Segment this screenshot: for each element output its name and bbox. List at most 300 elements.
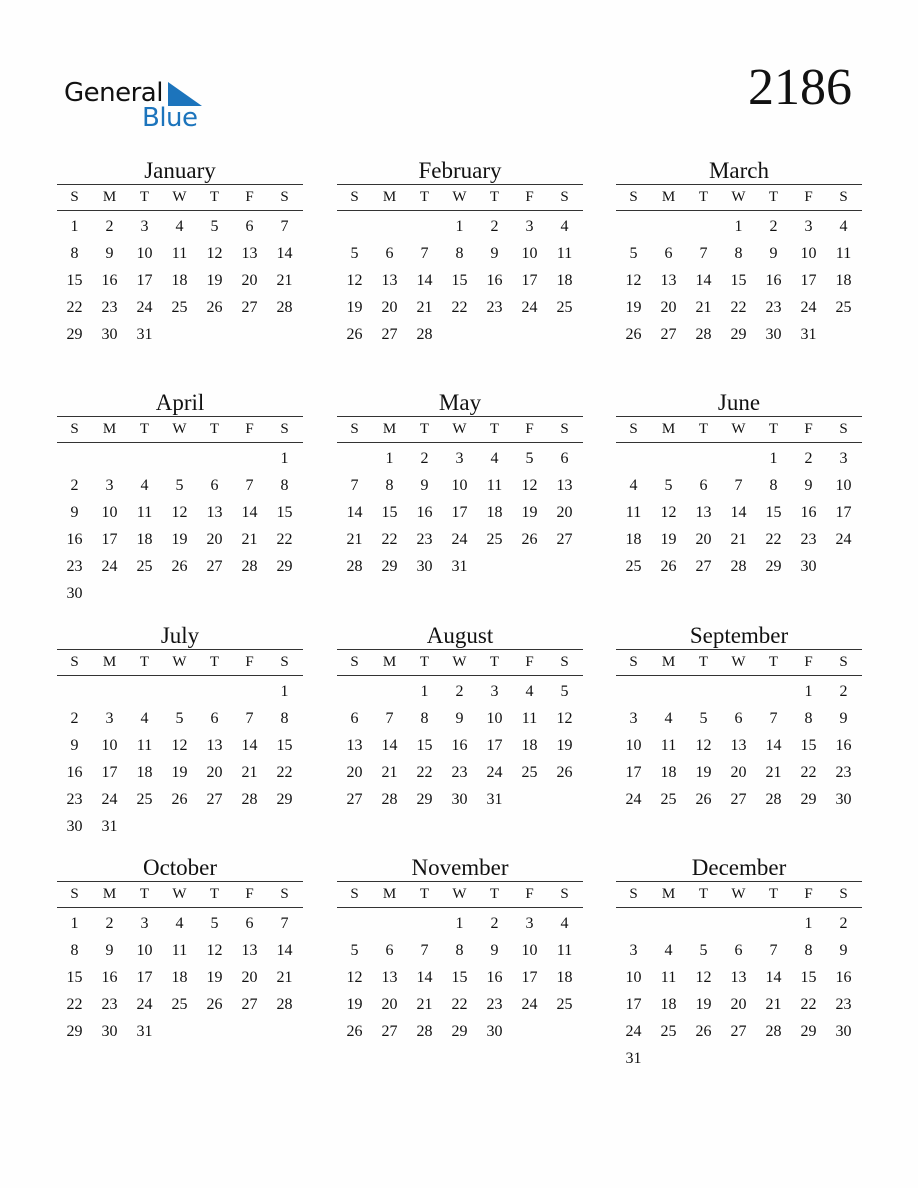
day-cell: 3 — [140, 218, 149, 235]
day-cell: 4 — [140, 477, 149, 494]
day-cell: 27 — [381, 1023, 398, 1040]
empty-day-cell — [92, 445, 127, 472]
day-cell: 16 — [486, 272, 503, 289]
day-cell: 22 — [451, 996, 468, 1013]
weekday-header — [57, 416, 303, 443]
weekday-label: T — [209, 654, 220, 670]
day-cell: 13 — [695, 504, 712, 521]
day-grid — [57, 445, 303, 607]
weekday-label: W — [452, 421, 467, 437]
day-cell: 28 — [241, 791, 258, 808]
empty-day-cell — [756, 910, 791, 937]
month-june — [616, 390, 862, 580]
day-cell: 17 — [835, 504, 852, 521]
weekday-label: M — [661, 421, 676, 437]
month-november — [337, 855, 583, 1045]
empty-day-cell — [651, 213, 686, 240]
day-cell: 4 — [140, 710, 149, 727]
weekday-label: M — [102, 421, 117, 437]
day-cell: 25 — [625, 558, 642, 575]
empty-day-cell — [162, 445, 197, 472]
day-cell: 7 — [734, 477, 743, 494]
day-cell: 29 — [416, 791, 433, 808]
day-cell: 6 — [350, 710, 359, 727]
weekday-label: T — [698, 886, 709, 902]
day-cell: 17 — [800, 272, 817, 289]
weekday-label: T — [139, 886, 150, 902]
day-cell: 11 — [521, 710, 538, 727]
day-cell: 8 — [280, 477, 289, 494]
day-cell: 27 — [730, 1023, 747, 1040]
day-cell: 10 — [136, 942, 153, 959]
weekday-label: F — [245, 421, 254, 437]
month-title: November — [411, 855, 509, 880]
day-cell: 25 — [486, 531, 503, 548]
day-cell: 21 — [416, 996, 433, 1013]
weekday-header — [57, 649, 303, 676]
day-cell: 14 — [416, 272, 433, 289]
weekday-label: F — [245, 886, 254, 902]
month-title: March — [708, 158, 770, 183]
day-cell: 23 — [101, 996, 118, 1013]
day-cell: 4 — [839, 218, 848, 235]
day-cell: 5 — [525, 450, 534, 467]
day-cell: 16 — [835, 737, 852, 754]
day-cell: 8 — [734, 245, 743, 262]
day-cell: 17 — [486, 737, 503, 754]
day-grid — [616, 910, 862, 1072]
day-cell: 20 — [660, 299, 677, 316]
day-cell: 8 — [280, 710, 289, 727]
day-cell: 2 — [769, 218, 778, 235]
day-grid — [337, 213, 583, 348]
day-cell: 17 — [625, 996, 642, 1013]
day-cell: 15 — [730, 272, 747, 289]
weekday-header — [337, 416, 583, 443]
day-cell: 2 — [105, 915, 114, 932]
day-grid — [616, 213, 862, 348]
day-cell: 30 — [66, 585, 83, 602]
day-cell: 15 — [66, 272, 83, 289]
day-cell: 16 — [66, 764, 83, 781]
day-cell: 28 — [695, 326, 712, 343]
weekday-label: W — [172, 654, 187, 670]
empty-day-cell — [337, 678, 372, 705]
day-cell: 10 — [486, 710, 503, 727]
weekday-label: T — [698, 654, 709, 670]
day-cell: 26 — [171, 791, 188, 808]
day-cell: 14 — [730, 504, 747, 521]
day-cell: 28 — [276, 996, 293, 1013]
day-cell: 24 — [136, 299, 153, 316]
day-cell: 4 — [175, 915, 184, 932]
day-cell: 7 — [420, 942, 429, 959]
day-cell: 11 — [660, 969, 677, 986]
empty-day-cell — [756, 678, 791, 705]
day-cell: 22 — [800, 996, 817, 1013]
day-cell: 4 — [629, 477, 638, 494]
day-cell: 5 — [560, 683, 569, 700]
weekday-label: W — [452, 886, 467, 902]
day-cell: 17 — [451, 504, 468, 521]
day-cell: 13 — [206, 737, 223, 754]
day-cell: 11 — [625, 504, 642, 521]
weekday-label: T — [419, 654, 430, 670]
day-cell: 24 — [835, 531, 852, 548]
day-cell: 14 — [276, 245, 293, 262]
day-cell: 8 — [804, 942, 813, 959]
day-cell: 20 — [241, 272, 258, 289]
weekday-label: F — [245, 189, 254, 205]
day-cell: 18 — [660, 996, 677, 1013]
day-cell: 9 — [769, 245, 778, 262]
weekday-label: S — [70, 421, 79, 437]
day-cell: 6 — [699, 477, 708, 494]
day-cell: 7 — [385, 710, 394, 727]
month-february — [337, 158, 583, 348]
day-cell: 17 — [521, 969, 538, 986]
day-cell: 26 — [346, 326, 363, 343]
day-cell: 15 — [66, 969, 83, 986]
day-cell: 27 — [660, 326, 677, 343]
day-cell: 20 — [381, 299, 398, 316]
day-grid — [337, 910, 583, 1045]
day-cell: 25 — [835, 299, 852, 316]
day-cell: 13 — [381, 969, 398, 986]
day-cell: 5 — [210, 915, 219, 932]
day-cell: 28 — [730, 558, 747, 575]
weekday-label: F — [245, 654, 254, 670]
month-may — [337, 390, 583, 580]
day-cell: 22 — [765, 531, 782, 548]
weekday-header — [337, 184, 583, 211]
day-cell: 25 — [660, 1023, 677, 1040]
day-cell: 20 — [206, 764, 223, 781]
weekday-label: S — [629, 654, 638, 670]
weekday-label: S — [560, 421, 569, 437]
day-cell: 14 — [765, 969, 782, 986]
weekday-label: F — [525, 654, 534, 670]
day-cell: 16 — [66, 531, 83, 548]
day-cell: 5 — [699, 942, 708, 959]
day-cell: 1 — [70, 915, 79, 932]
day-cell: 12 — [171, 737, 188, 754]
day-cell: 21 — [346, 531, 363, 548]
weekday-header — [337, 881, 583, 908]
empty-day-cell — [686, 910, 721, 937]
year-title: 2186 — [748, 59, 852, 116]
weekday-label: S — [350, 654, 359, 670]
day-cell: 13 — [346, 737, 363, 754]
day-cell: 3 — [525, 218, 534, 235]
day-cell: 14 — [765, 737, 782, 754]
day-cell: 23 — [835, 764, 852, 781]
day-cell: 7 — [245, 710, 254, 727]
day-cell: 9 — [490, 245, 499, 262]
weekday-label: T — [768, 421, 779, 437]
weekday-label: M — [102, 189, 117, 205]
day-cell: 8 — [769, 477, 778, 494]
day-cell: 9 — [105, 245, 114, 262]
day-cell: 31 — [136, 326, 153, 343]
day-cell: 14 — [241, 504, 258, 521]
day-cell: 8 — [804, 710, 813, 727]
weekday-label: F — [804, 886, 813, 902]
weekday-label: T — [489, 421, 500, 437]
weekday-header — [57, 184, 303, 211]
weekday-label: T — [139, 421, 150, 437]
day-cell: 29 — [66, 326, 83, 343]
day-cell: 27 — [206, 558, 223, 575]
day-cell: 31 — [451, 558, 468, 575]
day-cell: 26 — [206, 299, 223, 316]
day-cell: 18 — [556, 272, 573, 289]
day-cell: 6 — [210, 710, 219, 727]
day-cell: 2 — [490, 218, 499, 235]
day-cell: 1 — [385, 450, 394, 467]
day-cell: 4 — [525, 683, 534, 700]
day-cell: 19 — [346, 299, 363, 316]
empty-day-cell — [337, 213, 372, 240]
day-cell: 13 — [241, 942, 258, 959]
day-cell: 8 — [70, 942, 79, 959]
day-cell: 1 — [280, 683, 289, 700]
day-cell: 29 — [730, 326, 747, 343]
empty-day-cell — [372, 678, 407, 705]
weekday-label: T — [489, 654, 500, 670]
day-grid — [57, 213, 303, 348]
weekday-header — [616, 416, 862, 443]
day-cell: 22 — [276, 531, 293, 548]
empty-day-cell — [57, 445, 92, 472]
day-cell: 3 — [839, 450, 848, 467]
day-cell: 30 — [486, 1023, 503, 1040]
day-cell: 12 — [206, 942, 223, 959]
day-cell: 14 — [276, 942, 293, 959]
weekday-label: S — [839, 654, 848, 670]
month-april — [57, 390, 303, 607]
day-cell: 16 — [101, 272, 118, 289]
day-cell: 23 — [835, 996, 852, 1013]
weekday-header — [616, 184, 862, 211]
day-cell: 20 — [695, 531, 712, 548]
day-cell: 2 — [105, 218, 114, 235]
day-cell: 7 — [350, 477, 359, 494]
day-cell: 24 — [136, 996, 153, 1013]
day-cell: 17 — [101, 531, 118, 548]
day-cell: 3 — [629, 942, 638, 959]
day-cell: 23 — [66, 558, 83, 575]
day-cell: 7 — [699, 245, 708, 262]
day-cell: 9 — [490, 942, 499, 959]
day-cell: 9 — [455, 710, 464, 727]
day-cell: 7 — [280, 915, 289, 932]
empty-day-cell — [232, 678, 267, 705]
day-cell: 18 — [521, 737, 538, 754]
empty-day-cell — [651, 678, 686, 705]
day-cell: 6 — [245, 218, 254, 235]
day-cell: 21 — [381, 764, 398, 781]
weekday-label: T — [139, 654, 150, 670]
day-cell: 22 — [451, 299, 468, 316]
day-cell: 24 — [625, 791, 642, 808]
month-title: December — [691, 855, 787, 880]
day-cell: 27 — [241, 299, 258, 316]
weekday-label: T — [419, 886, 430, 902]
day-cell: 15 — [416, 737, 433, 754]
day-cell: 14 — [695, 272, 712, 289]
day-cell: 10 — [800, 245, 817, 262]
month-january — [57, 158, 303, 348]
weekday-label: S — [629, 886, 638, 902]
day-cell: 1 — [804, 915, 813, 932]
day-cell: 26 — [206, 996, 223, 1013]
weekday-label: S — [839, 421, 848, 437]
empty-day-cell — [407, 910, 442, 937]
day-cell: 31 — [625, 1050, 642, 1067]
day-cell: 28 — [416, 1023, 433, 1040]
day-cell: 11 — [556, 942, 573, 959]
day-cell: 10 — [451, 477, 468, 494]
day-cell: 16 — [486, 969, 503, 986]
day-cell: 22 — [276, 764, 293, 781]
month-title: October — [142, 855, 218, 880]
weekday-label: T — [489, 886, 500, 902]
day-cell: 22 — [66, 299, 83, 316]
weekday-label: T — [698, 421, 709, 437]
month-title: July — [160, 623, 200, 648]
day-cell: 26 — [171, 558, 188, 575]
day-cell: 25 — [171, 996, 188, 1013]
weekday-label: T — [768, 886, 779, 902]
empty-day-cell — [92, 678, 127, 705]
day-cell: 11 — [171, 245, 188, 262]
day-cell: 24 — [800, 299, 817, 316]
weekday-label: M — [661, 189, 676, 205]
day-cell: 9 — [70, 737, 79, 754]
day-cell: 15 — [276, 504, 293, 521]
day-cell: 5 — [175, 477, 184, 494]
day-cell: 29 — [276, 558, 293, 575]
day-cell: 6 — [385, 942, 394, 959]
day-cell: 5 — [350, 942, 359, 959]
day-cell: 29 — [800, 1023, 817, 1040]
day-cell: 7 — [769, 710, 778, 727]
day-cell: 16 — [800, 504, 817, 521]
empty-day-cell — [616, 445, 651, 472]
day-cell: 5 — [175, 710, 184, 727]
day-cell: 25 — [136, 791, 153, 808]
day-cell: 18 — [486, 504, 503, 521]
day-cell: 8 — [455, 942, 464, 959]
day-cell: 28 — [276, 299, 293, 316]
day-cell: 3 — [105, 477, 114, 494]
day-cell: 22 — [730, 299, 747, 316]
day-cell: 19 — [206, 272, 223, 289]
general-blue-logo — [64, 76, 224, 136]
day-cell: 12 — [171, 504, 188, 521]
weekday-label: F — [804, 421, 813, 437]
day-cell: 22 — [416, 764, 433, 781]
month-title: June — [717, 390, 761, 415]
day-cell: 24 — [521, 299, 538, 316]
day-grid — [616, 445, 862, 580]
month-title: April — [155, 390, 205, 415]
weekday-label: W — [731, 654, 746, 670]
weekday-label: S — [839, 189, 848, 205]
day-cell: 11 — [136, 504, 153, 521]
weekday-label: S — [839, 886, 848, 902]
month-title: January — [144, 158, 216, 183]
empty-day-cell — [651, 910, 686, 937]
day-cell: 19 — [660, 531, 677, 548]
day-cell: 20 — [730, 996, 747, 1013]
weekday-label: S — [560, 886, 569, 902]
day-cell: 1 — [420, 683, 429, 700]
day-cell: 14 — [381, 737, 398, 754]
weekday-label: S — [70, 886, 79, 902]
day-cell: 26 — [695, 791, 712, 808]
day-cell: 4 — [560, 915, 569, 932]
day-cell: 18 — [660, 764, 677, 781]
weekday-label: T — [489, 189, 500, 205]
weekday-label: S — [350, 421, 359, 437]
weekday-label: M — [382, 654, 397, 670]
day-cell: 6 — [210, 477, 219, 494]
day-cell: 25 — [171, 299, 188, 316]
weekday-label: M — [382, 421, 397, 437]
day-cell: 18 — [835, 272, 852, 289]
logo-text-blue: Blue — [142, 103, 198, 133]
day-cell: 25 — [521, 764, 538, 781]
day-cell: 25 — [556, 299, 573, 316]
day-cell: 29 — [800, 791, 817, 808]
day-cell: 7 — [420, 245, 429, 262]
weekday-label: M — [102, 886, 117, 902]
empty-day-cell — [127, 445, 162, 472]
weekday-label: F — [525, 421, 534, 437]
day-cell: 3 — [455, 450, 464, 467]
day-cell: 19 — [346, 996, 363, 1013]
day-cell: 9 — [839, 942, 848, 959]
month-title: September — [689, 623, 789, 648]
day-cell: 10 — [521, 245, 538, 262]
day-cell: 29 — [451, 1023, 468, 1040]
day-cell: 6 — [245, 915, 254, 932]
day-cell: 13 — [241, 245, 258, 262]
day-cell: 1 — [70, 218, 79, 235]
day-cell: 18 — [171, 969, 188, 986]
day-cell: 10 — [625, 969, 642, 986]
weekday-label: M — [102, 654, 117, 670]
day-cell: 11 — [136, 737, 153, 754]
day-cell: 15 — [451, 272, 468, 289]
day-cell: 31 — [486, 791, 503, 808]
weekday-label: T — [419, 189, 430, 205]
day-cell: 18 — [556, 969, 573, 986]
empty-day-cell — [651, 445, 686, 472]
day-cell: 31 — [800, 326, 817, 343]
day-cell: 21 — [241, 764, 258, 781]
day-cell: 7 — [280, 218, 289, 235]
day-cell: 30 — [101, 326, 118, 343]
weekday-label: W — [731, 421, 746, 437]
day-cell: 24 — [101, 791, 118, 808]
day-cell: 20 — [206, 531, 223, 548]
day-cell: 15 — [800, 969, 817, 986]
day-cell: 6 — [664, 245, 673, 262]
day-cell: 24 — [625, 1023, 642, 1040]
